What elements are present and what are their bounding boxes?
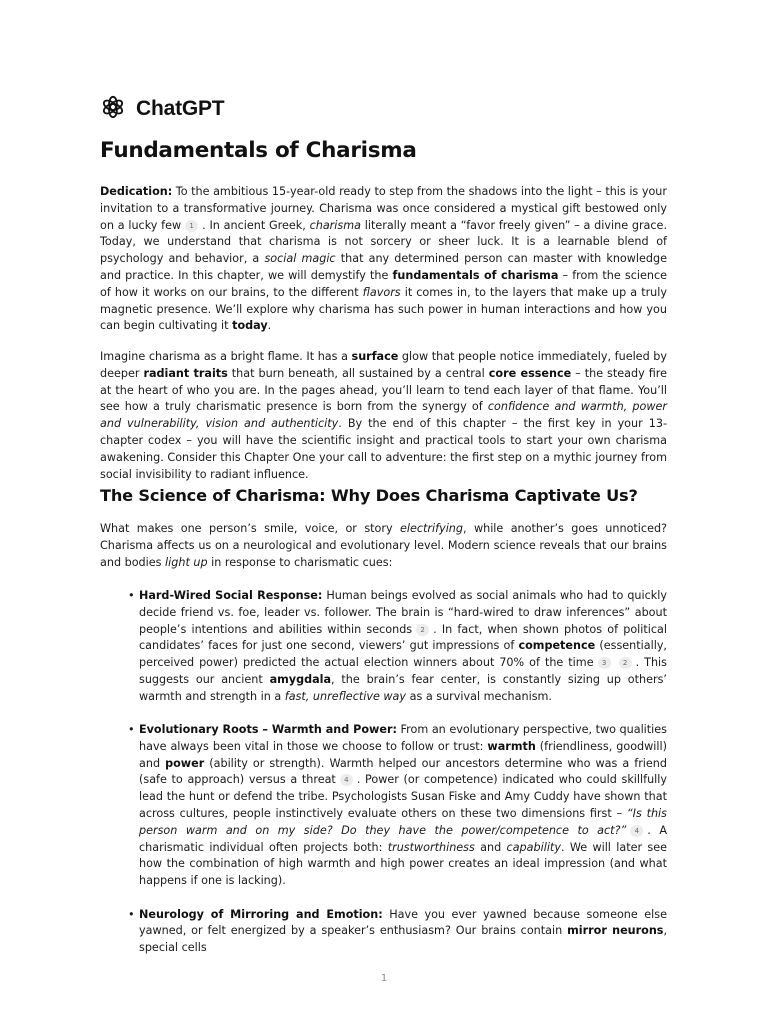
section-lead-paragraph [100,521,667,571]
strong: competence [518,639,596,653]
flame-paragraph [100,349,667,483]
strong: core essence [488,366,572,380]
text: (essentially, perceived power) predicted the actual election winners about 70% of the time [139,639,667,670]
text: (friendliness, goodwill) and [139,739,667,770]
emphasis: capability [506,840,561,854]
strong: surface [351,350,399,363]
text: , special cells [139,924,668,955]
text: . A charismatic individual often projects both: [139,823,667,854]
text: it comes in, to the layers that make up a truly magnetic presence. We’ll explore why charisma has such power in human interactions and how you can begin cultivating it [100,285,668,333]
list-item [128,907,667,957]
text: and [474,840,507,854]
list-item [128,588,667,706]
text: Imagine charisma as a bright flame. It has a [100,350,352,363]
text: Human beings evolved as social animals who had to quickly decide friend vs. foe, leader vs. follower. The brain is “hard-wired to draw inferences” about people’s intentions and abilities within seconds [139,589,667,636]
emphasis: fast, unreflective way [284,689,407,703]
text: that burn beneath, all sustained by a central [227,366,489,380]
emphasis: flavors [362,285,401,299]
text: Have you ever yawned because someone else yawned, or felt energized by a speaker’s enthusiasm? Our brains contain [139,907,667,938]
text: – from the science of how it works on our brains, to the different [100,268,667,299]
emphasis: “Is this person warm and on my side? Do they have the power/competence to act?” [139,807,667,837]
text: . In fact, when shown photos of political candidates’ faces for just one second, viewers’ gut impressions of [139,622,667,653]
emphasis: trustworthiness [387,840,475,854]
text: . This suggests our ancient [139,656,667,686]
emphasis: electrifying [400,522,463,535]
text: – the steady fire at the heart of who you are. In the pages ahead, you’ll learn to tend each layer of that flame. You’ll see how a truly charismatic presence is born from the synergy of [100,366,667,414]
citation-badge[interactable]: 4 [630,825,643,837]
strong: radiant traits [143,366,228,380]
section-heading: The Science of Charisma: Why Does Charisma Captivate Us? [100,486,638,505]
text: , while another’s goes unnoticed? Charisma affects us on a neurological and evolutionary level. Modern science reveals that our brains and bodies [100,522,667,569]
text: in response to charismatic cues: [207,555,393,569]
text: that any determined person can master with knowledge and practice. In this chapter, we will demystify the [100,252,667,282]
text: , the brain’s fear center, is constantly sizing up others’ warmth and strength in a [139,672,667,703]
brand-name: ChatGPT [136,97,225,120]
text: (ability or strength). Warmth helped our ancestors determine who was a friend (safe to approach) versus a threat [139,756,667,787]
strong: today [232,319,268,333]
text: . [267,319,272,333]
bullet-title: Hard-Wired Social Response: [139,589,323,602]
bullet-icon: • [128,723,135,737]
citation-badge[interactable]: 4 [340,774,353,786]
dedication-label: Dedication: [100,185,173,198]
dedication-paragraph [100,184,667,335]
citation-badge[interactable]: 2 [416,624,429,636]
bullet-icon: • [128,907,135,921]
text: . By the end of this chapter – the first key in your 13-chapter codex – you will have the scientific insight and practical tools to start your own charisma awakening. Consider this Chapter One your call to adventure: the first step on a mythic journey from social invisibility to radiant influence. [100,417,668,481]
citation-badge[interactable]: 3 [598,657,611,669]
bullet-icon: • [128,589,135,602]
text: . Power (or competence) indicated who could skillfully lead the hunt or defend the tribe. Psychologists Susan Fiske and Amy Cuddy have shown that across cultures, people instinctively evaluate others on these two dimensions first – [139,773,667,821]
text: From an evolutionary perspective, two qualities have always been vital in those we choose to follow or trust: [139,723,667,753]
list-item [128,722,667,890]
emphasis: confidence and warmth, power and vulnerability, vision and authenticity [100,400,667,431]
text: literally meant a “favor freely given” – a divine grace. Today, we understand that charisma is not sorcery or sheer luck. It is a learnable blend of psychology and behavior, a [100,218,667,266]
page-title: Fundamentals of Charisma [100,138,417,163]
strong: fundamentals of charisma [392,268,559,282]
openai-logo-icon [100,94,126,124]
page-number: 1 [380,973,388,984]
text: . In ancient Greek, [202,218,310,232]
text: What makes one person’s smile, voice, or story [100,522,401,535]
text: . We will later see how the combination of high warmth and high power creates an ideal impression (and what happens if one is lacking). [139,840,667,888]
strong: amygdala [269,672,332,686]
text: To the ambitious 15-year-old ready to step from the shadows into the light – this is your invitation to a transformative journey. Charisma was once considered a mystical gift bestowed only on a lucky few [100,185,667,232]
emphasis: light up [165,555,208,569]
brand [100,94,224,124]
emphasis: social magic [264,252,336,266]
strong: warmth [487,739,536,753]
text: glow that people notice immediately, fueled by deeper [100,350,667,380]
text: as a survival mechanism. [406,689,552,703]
bullet-list [128,588,667,973]
bullet-title: Neurology of Mirroring and Emotion: [139,907,383,921]
strong: power [165,756,205,770]
strong: mirror neurons [567,924,664,938]
bullet-title: Evolutionary Roots – Warmth and Power: [139,723,397,737]
citation-badge[interactable]: 1 [185,220,198,232]
citation-badge[interactable]: 2 [619,657,632,669]
emphasis: charisma [309,218,361,232]
